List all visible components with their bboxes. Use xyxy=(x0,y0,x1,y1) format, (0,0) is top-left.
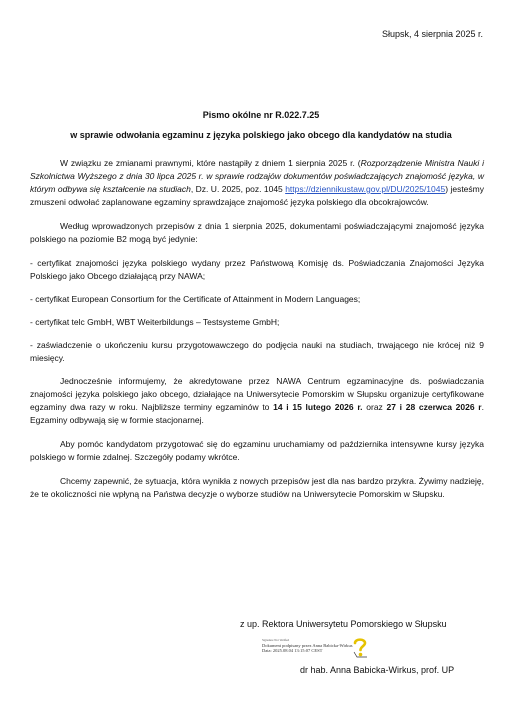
paragraph-4: Aby pomóc kandydatom przygotować się do egzaminu uruchamiamy od października intensywne kursy języka polskiego w formie zdalnej. Szczegóły podamy wkrótce. xyxy=(30,439,484,462)
paragraph-3-text-a: Jednocześnie informujemy, że akredytowane przez NAWA Centrum egzaminacyjne ds. poświadczania znajomości języka polskiego jako obcego, działające na Uniwersytecie Pomorskim w Słupsku organizuje certyfikowane egzaminy dwa razy w roku. Najbliższe terminy egzaminów to xyxy=(30,376,484,412)
paragraph-2: Według wprowadzonych przepisów z dnia 1 sierpnia 2025, dokumentami poświadczającymi znajomość języka polskiego na poziomie B2 mogą być jedynie: xyxy=(30,221,484,244)
letter-body xyxy=(30,157,484,512)
list-item: - certyfikat European Consortium for the Certificate of Attainment in Modern Languages; xyxy=(30,294,361,304)
digital-signature-stamp xyxy=(262,643,353,653)
letter-title: Pismo okólne nr R.022.7.25 xyxy=(202,110,320,120)
paragraph-5: Chcemy zapewnić, że sytuacja, która wynikła z nowych przepisów jest dla nas bardzo przykra. Żywimy nadzieję, że te okoliczności nie wpłyną na Państwa decyzje o wyborze studiów na Uniwersytecie Pomorskim w Słupsku. xyxy=(30,476,484,499)
paragraph-1-text-c: ) jesteśmy zmuszeni odwołać zaplanowane egzaminy sprawdzające znajomość języka polskiego dla obcokrajowców. xyxy=(30,184,484,207)
exam-date-february: 14 i 15 lutego 2026 r. xyxy=(273,402,363,412)
letter-date: Słupsk, 4 sierpnia 2025 r. xyxy=(381,29,483,39)
signature-on-behalf: z up. Rektora Uniwersytetu Pomorskiego w Słupsku xyxy=(240,619,447,629)
paragraph-1 xyxy=(30,157,484,209)
list-item: - certyfikat telc GmbH, WBT Weiterbildungs – Testsysteme GmbH; xyxy=(30,317,280,327)
paragraph-1-text-b: , Dz. U. 2025, poz. 1045 xyxy=(190,184,286,194)
signature-status-header: Signature Not Verified xyxy=(262,638,290,642)
letter-subject: w sprawie odwołania egzaminu z języka polskiego jako obcego dla kandydatów na studia xyxy=(70,130,452,140)
regulation-link[interactable]: https://dziennikustaw.gov.pl/DU/2025/1045 xyxy=(285,184,446,194)
paragraph-3-text-c: . Egzaminy odbywają się w formie stacjonarnej. xyxy=(30,402,484,425)
exam-date-june: 27 i 28 czerwca 2026 r xyxy=(386,402,482,412)
list-item: - zaświadczenie o ukończeniu kursu przygotowawczego do podjęcia nauki na studiach, trwającego nie krócej niż 9 miesięcy. xyxy=(30,340,484,363)
paragraph-1-text-a: W związku ze zmianami prawnymi, które nastąpiły z dniem 1 sierpnia 2025 r. ( xyxy=(60,158,361,168)
stamp-signed-by: Dokument podpisany przez Anna Babicka-Wirkus xyxy=(262,643,353,648)
question-mark-icon xyxy=(352,636,368,658)
list-item: - certyfikat znajomości języka polskiego wydany przez Państwową Komisję ds. Poświadczania Znajomości Języka Polskiego jako Obcego działającą przy NAWA; xyxy=(30,258,484,281)
regulation-title: Rozporządzenie Ministra Nauki i Szkolnictwa Wyższego z dnia 30 lipca 2025 r. w sprawie rodzajów dokumentów poświadczających znajomość języka, w którym odbywa się kształcenie na studiach xyxy=(30,158,484,194)
paragraph-3-text-b: oraz xyxy=(362,402,387,412)
signatory-name: dr hab. Anna Babicka-Wirkus, prof. UP xyxy=(300,665,455,675)
paragraph-3 xyxy=(30,375,484,427)
stamp-date: Data: 2025.08.04 13:15:07 CEST xyxy=(262,648,323,653)
